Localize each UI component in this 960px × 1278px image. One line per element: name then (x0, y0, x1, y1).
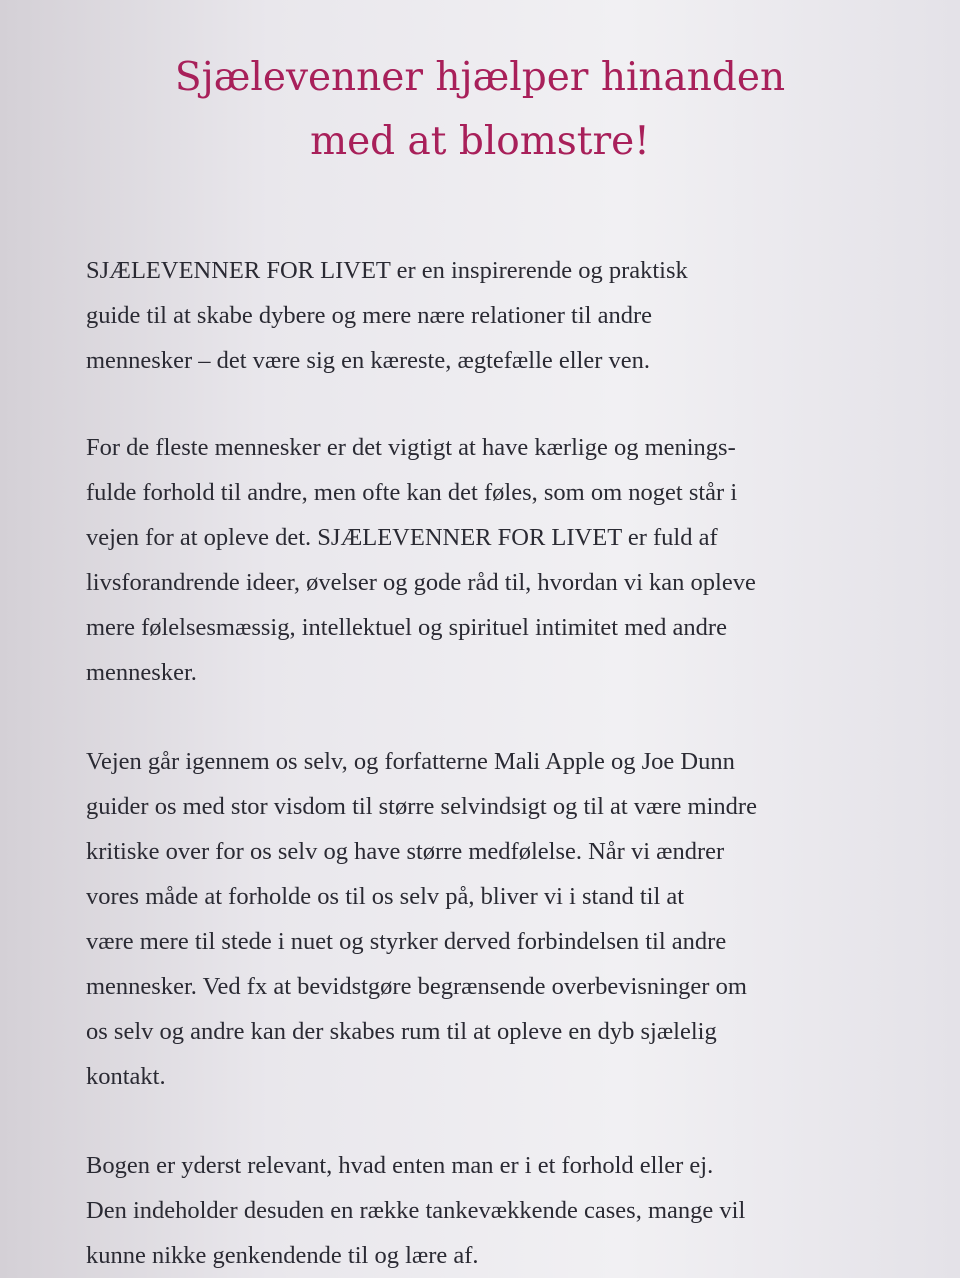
text-line: vejen for at opleve det. SJÆLEVENNER FOR LIVET er fuld af (86, 524, 718, 551)
text-line: livsforandrende ideer, øvelser og gode råd til, hvordan vi kan opleve (86, 569, 756, 596)
text-line: Bogen er yderst relevant, hvad enten man er i et forhold eller ej. (86, 1152, 714, 1179)
text-line: kritiske over for os selv og have større medfølelse. Når vi ændrer (86, 838, 725, 865)
text-line: guider os med stor visdom til større selvindsigt og til at være mindre (86, 793, 757, 820)
text-line: vores måde at forholde os til os selv på, bliver vi i stand til at (86, 883, 685, 910)
text-line: Den indeholder desuden en række tankevækkende cases, mange vil (86, 1197, 746, 1224)
text-line: være mere til stede i nuet og styrker derved forbindelsen til andre (86, 928, 727, 955)
text-line: SJÆLEVENNER FOR LIVET er en inspirerende og praktisk (86, 257, 688, 284)
text-line: For de fleste mennesker er det vigtigt at have kærlige og menings- (86, 434, 736, 461)
text-line: mere følelsesmæssig, intellektuel og spirituel intimitet med andre (86, 614, 727, 641)
text-line: fulde forhold til andre, men ofte kan det føles, som om noget står i (86, 479, 738, 506)
headline (0, 46, 960, 174)
text-line: os selv og andre kan der skabes rum til at opleve en dyb sjælelig (86, 1018, 717, 1045)
headline-line-1: Sjælevenner hjælper hinanden (174, 55, 786, 100)
blurb-text (86, 248, 956, 1278)
paragraph-spacer (86, 383, 956, 425)
paragraph-intro (86, 248, 956, 383)
text-line: Vejen går igennem os selv, og forfatterne Mali Apple og Joe Dunn (86, 748, 735, 775)
text-line: mennesker – det være sig en kæreste, ægtefælle eller ven. (86, 347, 651, 374)
paragraph-spacer (86, 695, 956, 739)
paragraph-relationships (86, 425, 956, 695)
text-line: mennesker. (86, 659, 197, 686)
paragraph-spacer (86, 1099, 956, 1143)
paragraph-relevance (86, 1143, 956, 1278)
paragraph-authors (86, 739, 956, 1099)
text-line: kunne nikke genkendende til og lære af. (86, 1242, 479, 1269)
text-line: guide til at skabe dybere og mere nære relationer til andre (86, 302, 653, 329)
text-line: mennesker. Ved fx at bevidstgøre begrænsende overbevisninger om (86, 973, 747, 1000)
headline-line-2: med at blomstre! (310, 119, 650, 164)
text-line: kontakt. (86, 1063, 166, 1090)
